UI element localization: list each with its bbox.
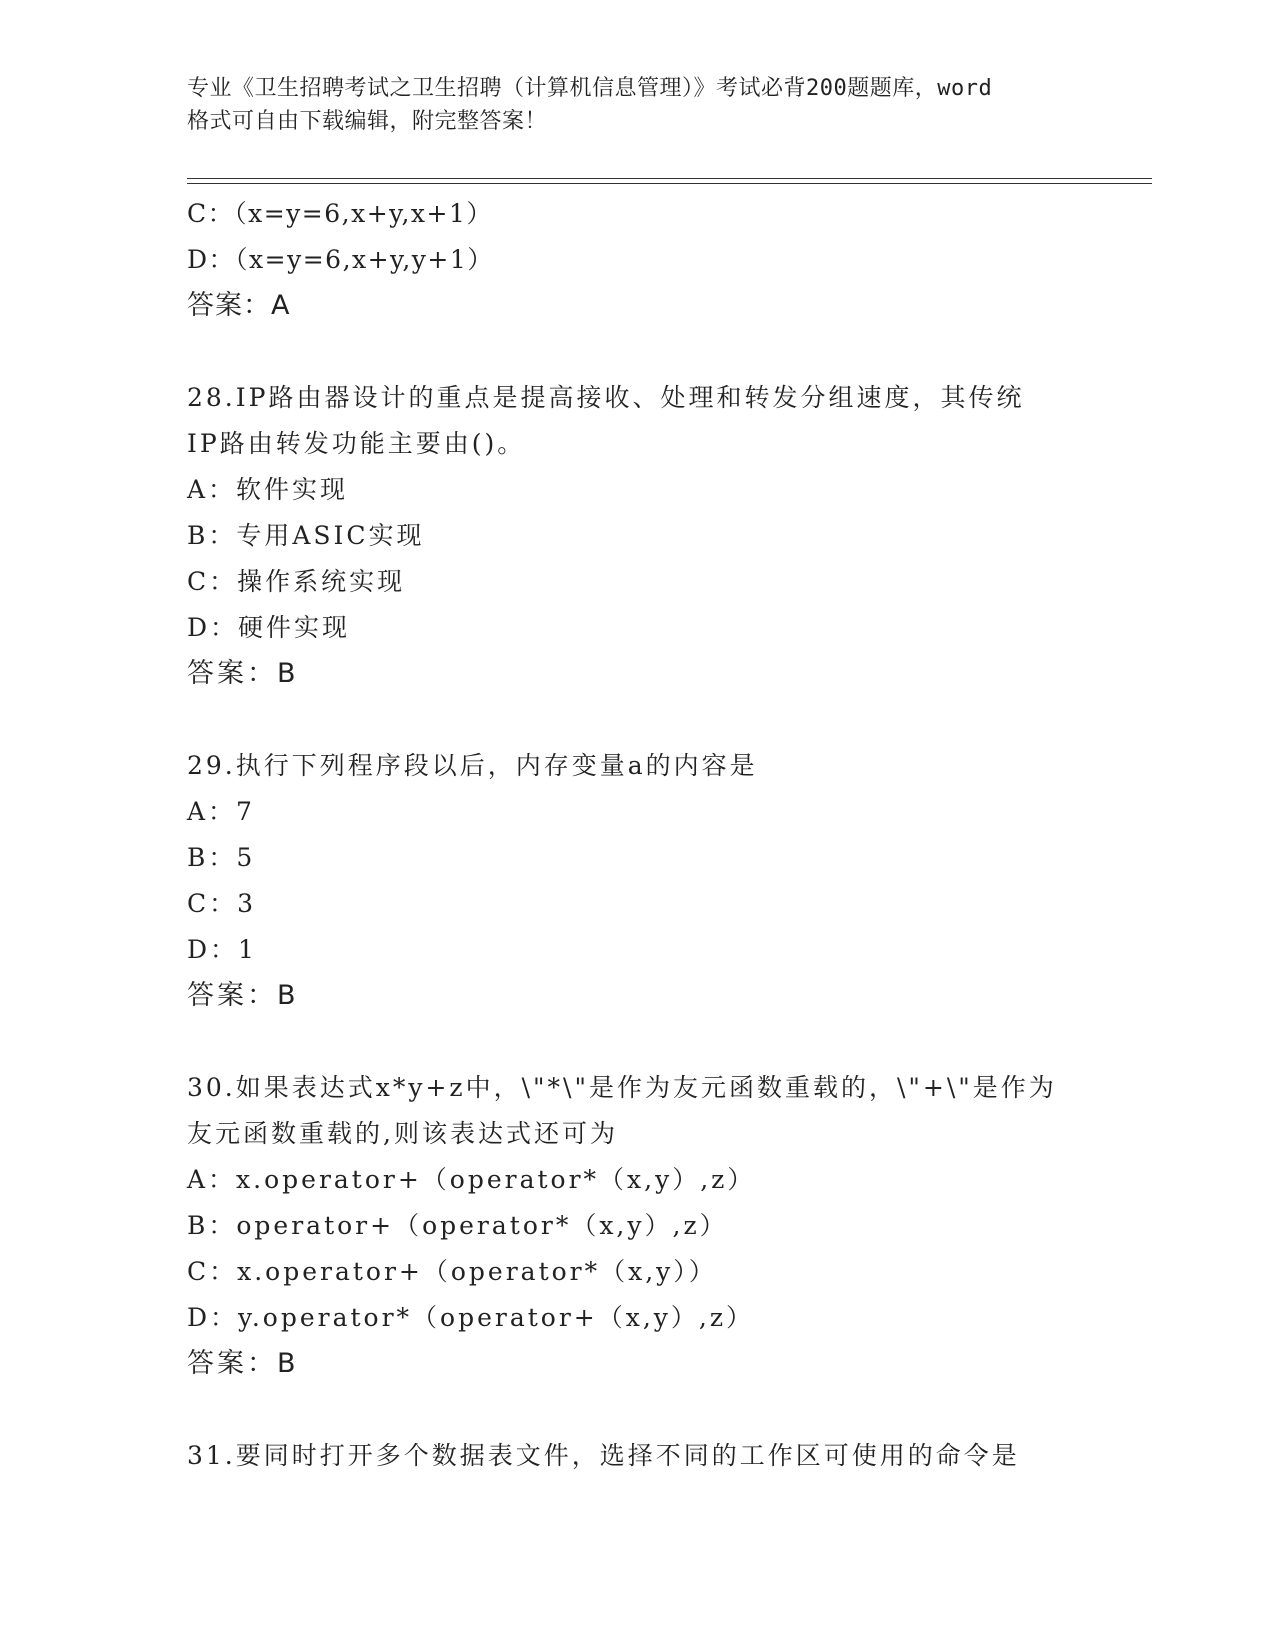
option-c: C：操作系统实现 <box>187 567 406 596</box>
question-stem: IP路由转发功能主要由()。 <box>187 429 526 458</box>
question-28 <box>187 375 1087 697</box>
spacer <box>187 697 1087 743</box>
option-a: A：软件实现 <box>187 475 349 504</box>
question-29 <box>187 743 1087 1019</box>
option-d: D：1 <box>187 935 257 964</box>
question-stem: 28.IP路由器设计的重点是提高接收、处理和转发分组速度，其传统 <box>187 383 1025 412</box>
option-d: D：y.operator*（operator+（x,y）,z） <box>187 1303 755 1332</box>
question-31 <box>187 1433 1087 1479</box>
spacer <box>187 329 1087 375</box>
option-c: C：（x=y=6,x+y,x+1） <box>187 199 493 228</box>
header-divider-top <box>187 178 1152 179</box>
question-stem: 29.执行下列程序段以后，内存变量a的内容是 <box>187 751 758 780</box>
answer-label: 答案：B <box>187 1348 299 1379</box>
spacer <box>187 1387 1087 1433</box>
question-stem: 友元函数重载的,则该表达式还可为 <box>187 1119 618 1148</box>
answer-label: 答案：B <box>187 658 299 689</box>
spacer <box>187 1019 1087 1065</box>
answer-label: 答案：A <box>187 290 291 321</box>
option-c: C：3 <box>187 889 257 918</box>
option-c: C：x.operator+（operator*（x,y）） <box>187 1257 717 1286</box>
question-27-tail <box>187 191 1087 329</box>
question-stem: 30.如果表达式x*y+z中，\"*\"是作为友元函数重载的，\"+\"是作为 <box>187 1073 1057 1102</box>
header-line-2: 格式可自由下载编辑，附完整答案！ <box>187 109 548 134</box>
question-list <box>187 191 1087 1479</box>
header-line-1: 专业《卫生招聘考试之卫生招聘（计算机信息管理）》考试必背200题题库，word <box>187 76 993 101</box>
document-header <box>187 72 1087 138</box>
question-30 <box>187 1065 1087 1387</box>
header-divider-bottom <box>187 183 1152 184</box>
option-d: D：（x=y=6,x+y,y+1） <box>187 245 494 274</box>
answer-label: 答案：B <box>187 980 299 1011</box>
option-a: A：x.operator+（operator*（x,y）,z） <box>187 1165 756 1194</box>
option-b: B：专用ASIC实现 <box>187 521 425 550</box>
option-a: A：7 <box>187 797 255 826</box>
option-d: D：硬件实现 <box>187 613 351 642</box>
option-b: B：operator+（operator*（x,y）,z） <box>187 1211 728 1240</box>
option-b: B：5 <box>187 843 256 872</box>
question-stem: 31.要同时打开多个数据表文件，选择不同的工作区可使用的命令是 <box>187 1441 1020 1470</box>
